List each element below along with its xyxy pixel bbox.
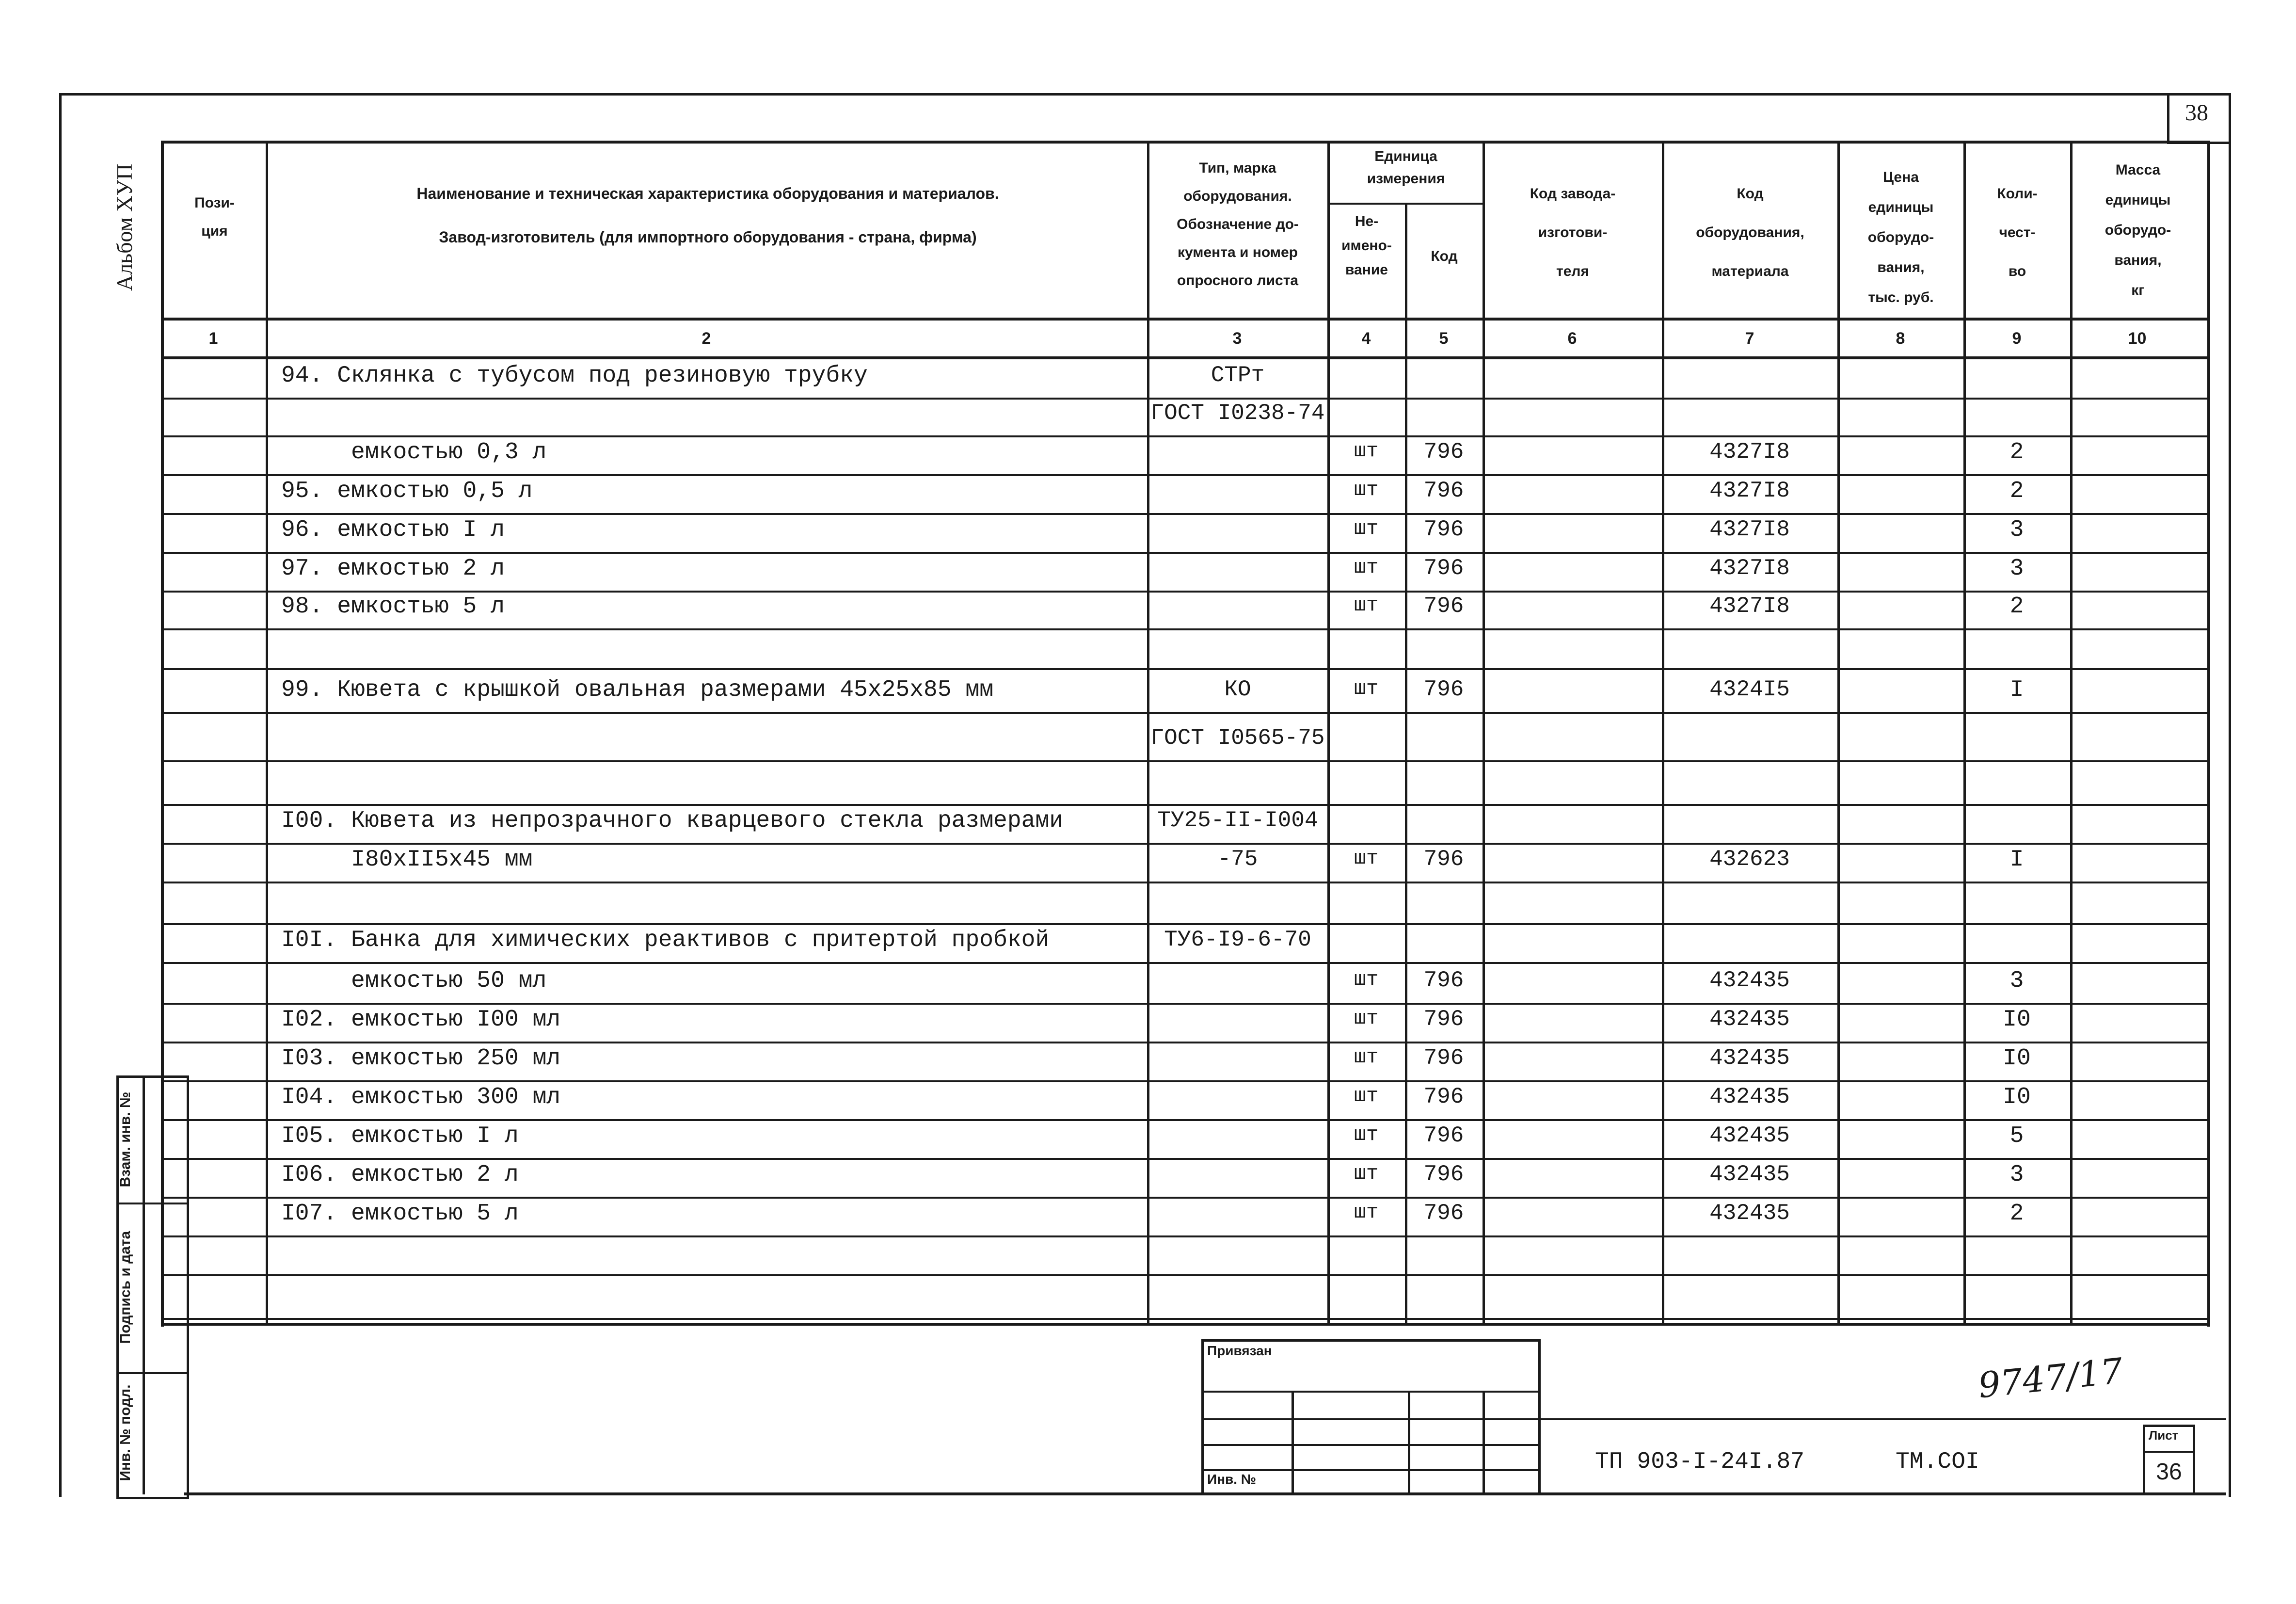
item-equipment-code: 432435: [1709, 1045, 1790, 1071]
item-name: I05. емкостью I л: [281, 1123, 519, 1149]
table-row: [161, 1197, 2207, 1199]
colnum-4: 4: [1361, 329, 1371, 348]
header-quantity: Коли- чест- во: [1997, 186, 2038, 279]
table-row: [161, 668, 2207, 670]
col-line-4: [1405, 203, 1407, 1324]
item-name: I03. емкостью 250 мл: [281, 1045, 561, 1072]
table-row: [161, 760, 2207, 762]
item-type: ГОСТ I0565-75: [1150, 725, 1325, 751]
table-row: [161, 1080, 2207, 1082]
item-name: I80xII5x45 мм: [281, 847, 533, 873]
header-position: Пози- ция: [194, 195, 235, 239]
item-quantity: I0: [2003, 1045, 2031, 1072]
privyazan-line-1: [1201, 1391, 1538, 1393]
table-row: [161, 1318, 2207, 1320]
header-factory-code: Код заводa- изготови- теля: [1530, 186, 1616, 279]
item-type: ГОСТ I0238-74: [1150, 401, 1325, 426]
header-name: Наименование и техническая характеристика оборудования и материалов.: [416, 185, 999, 202]
table-row: [161, 628, 2207, 630]
item-unit: шт: [1354, 593, 1379, 617]
item-unit-code: 796: [1423, 677, 1464, 702]
item-quantity: 2: [2009, 1201, 2024, 1227]
header-mass: Масса единицы оборудо- вания, кг: [2105, 162, 2171, 298]
colnum-1: 1: [208, 329, 218, 348]
header-unit-code: Код: [1431, 248, 1458, 264]
table-row: [161, 398, 2207, 400]
item-unit-code: 796: [1423, 439, 1464, 465]
album-label: Альбом ХУП: [112, 163, 137, 291]
table-row: [161, 474, 2207, 476]
item-unit: шт: [1354, 1123, 1379, 1146]
item-unit: шт: [1354, 1201, 1379, 1224]
colnum-2: 2: [702, 329, 711, 348]
privyazan-line-3: [1201, 1444, 1538, 1446]
item-quantity: I0: [2003, 1084, 2031, 1110]
item-name: 95. емкостью 0,5 л: [281, 478, 533, 504]
item-unit-code: 796: [1423, 517, 1464, 542]
header-manufacturer: Завод-изготовитель (для импортного оборудования - страна, фирма): [439, 228, 977, 246]
item-name: I06. емкостью 2 л: [281, 1162, 519, 1188]
item-name: емкостью 50 мл: [281, 968, 547, 994]
item-unit-code: 796: [1423, 478, 1464, 503]
item-quantity: 2: [2009, 478, 2024, 504]
designation-top-line: [1536, 1418, 2226, 1420]
item-name: I07. емкостью 5 л: [281, 1201, 519, 1227]
privyazan-col-1: [1292, 1391, 1294, 1492]
item-quantity: 3: [2009, 968, 2024, 994]
item-unit-code: 796: [1423, 1201, 1464, 1226]
item-equipment-code: 4327I8: [1709, 439, 1790, 465]
item-quantity: I0: [2003, 1007, 2031, 1033]
privyazan-line-4: [1201, 1469, 1538, 1471]
item-equipment-code: 4327I8: [1709, 517, 1790, 542]
col-line-9: [2070, 141, 2073, 1324]
item-name: I0I. Банка для химических реактивов с притертой пробкой: [281, 927, 1050, 953]
side-podpis: Подпись и дата: [117, 1231, 133, 1344]
item-unit-code: 796: [1423, 1084, 1464, 1109]
side-inv-podl: Инв. № подл.: [117, 1384, 133, 1481]
sheet-box-divider: [2143, 1451, 2193, 1453]
page-corner-number: 38: [2185, 100, 2208, 126]
item-equipment-code: 4327I8: [1709, 478, 1790, 503]
item-unit-code: 796: [1423, 1045, 1464, 1071]
inv-no-label: Инв. №: [1207, 1472, 1257, 1487]
header-unit: Единица измерения: [1367, 148, 1445, 187]
item-equipment-code: 432435: [1709, 1162, 1790, 1187]
table-row: [161, 1042, 2207, 1043]
item-unit-code: 796: [1423, 593, 1464, 619]
item-unit: шт: [1354, 1162, 1379, 1185]
item-unit-code: 796: [1423, 1162, 1464, 1187]
privyazan-line-2: [1201, 1418, 1538, 1420]
table-row: [161, 1158, 2207, 1160]
header-equipment-code: Код оборудования, материала: [1696, 186, 1804, 279]
item-equipment-code: 432435: [1709, 1201, 1790, 1226]
item-quantity: 3: [2009, 556, 2024, 582]
item-unit-code: 796: [1423, 847, 1464, 872]
handwritten-number: 9747/17: [1976, 1350, 2125, 1406]
item-name: 98. емкостью 5 л: [281, 593, 505, 620]
item-type: -75: [1217, 847, 1258, 872]
item-quantity: 3: [2009, 1162, 2024, 1188]
item-type: СТРт: [1211, 363, 1265, 388]
document-mark: ТМ.СОI: [1896, 1449, 1979, 1475]
colnum-5: 5: [1439, 329, 1449, 348]
item-quantity: I: [2009, 677, 2024, 703]
side-stamp-sep-2: [116, 1372, 187, 1374]
item-quantity: 2: [2009, 439, 2024, 465]
colnum-7: 7: [1745, 329, 1754, 348]
privyazan-col-3: [1483, 1391, 1485, 1492]
table-row: [161, 1003, 2207, 1005]
table-row: [161, 1119, 2207, 1121]
table-row: [161, 882, 2207, 883]
side-stamp-sep-1: [116, 1203, 187, 1204]
item-name: I00. Кювета из непрозрачного кварцевого стекла размерами: [281, 808, 1064, 834]
item-type: ТУ6-I9-6-70: [1164, 927, 1311, 952]
item-name: емкостью 0,3 л: [281, 439, 547, 465]
designation: ТП 903-I-24I.87: [1595, 1449, 1805, 1475]
col-line-3: [1327, 141, 1330, 1324]
side-stamp-divider: [143, 1075, 145, 1494]
item-unit: шт: [1354, 478, 1379, 501]
item-type: КО: [1224, 677, 1251, 702]
table-row: [161, 962, 2207, 964]
side-vzam: Взам. инв. №: [117, 1091, 133, 1187]
item-name: I02. емкостью I00 мл: [281, 1007, 561, 1033]
colnum-10: 10: [2128, 329, 2147, 348]
item-equipment-code: 4327I8: [1709, 593, 1790, 619]
item-unit-code: 796: [1423, 1007, 1464, 1032]
col-line-5: [1483, 141, 1485, 1324]
colnum-6: 6: [1567, 329, 1577, 348]
item-name: 97. емкостью 2 л: [281, 556, 505, 582]
sheet-number: 36: [2156, 1459, 2182, 1485]
colnum-divider: [161, 356, 2207, 359]
item-unit: шт: [1354, 1045, 1379, 1069]
privyazan-col-2: [1408, 1391, 1410, 1492]
header-price: Цена единицы оборудо- вания, тыс. руб.: [1867, 169, 1934, 305]
item-unit: шт: [1354, 1084, 1379, 1107]
header-type: Тип, марка оборудования. Обозначение до- кумента и номер опросного листа: [1177, 160, 1299, 289]
privyazan-label: Привязан: [1207, 1343, 1272, 1358]
table-row: [161, 513, 2207, 515]
header-unit-name: Не- имено- вание: [1341, 213, 1392, 278]
table-row: [161, 435, 2207, 437]
table-row: [161, 843, 2207, 845]
item-unit: шт: [1354, 968, 1379, 991]
item-equipment-code: 432435: [1709, 1084, 1790, 1109]
table-row: [161, 804, 2207, 806]
colnum-3: 3: [1232, 329, 1242, 348]
item-equipment-code: 4324I5: [1709, 677, 1790, 702]
item-unit: шт: [1354, 847, 1379, 870]
item-unit-code: 796: [1423, 968, 1464, 993]
table-row: [161, 923, 2207, 925]
item-unit: шт: [1354, 1007, 1379, 1030]
table-row: [161, 712, 2207, 714]
item-equipment-code: 4327I8: [1709, 556, 1790, 581]
item-quantity: I: [2009, 847, 2024, 873]
item-name: 96. емкостью I л: [281, 517, 505, 543]
item-type: ТУ25-II-I004: [1157, 808, 1318, 833]
item-name: 99. Кювета с крышкой овальная размерами 45x25x85 мм: [281, 677, 994, 703]
table-bottom-line: [161, 1323, 2207, 1326]
table-row: [161, 591, 2207, 593]
colnum-9: 9: [2012, 329, 2022, 348]
item-unit: шт: [1354, 517, 1379, 540]
item-quantity: 5: [2009, 1123, 2024, 1149]
item-quantity: 2: [2009, 593, 2024, 620]
sheet-label: Лист: [2149, 1428, 2179, 1443]
item-unit: шт: [1354, 556, 1379, 579]
col-line-7: [1837, 141, 1840, 1324]
colnum-8: 8: [1896, 329, 1905, 348]
item-unit: шт: [1354, 677, 1379, 700]
item-quantity: 3: [2009, 517, 2024, 543]
table-row: [161, 552, 2207, 554]
header-divider: [161, 318, 2207, 321]
item-equipment-code: 432623: [1709, 847, 1790, 872]
item-equipment-code: 432435: [1709, 968, 1790, 993]
item-equipment-code: 432435: [1709, 1123, 1790, 1148]
col-line-1: [266, 141, 268, 1324]
item-unit-code: 796: [1423, 556, 1464, 581]
item-name: I04. емкостью 300 мл: [281, 1084, 561, 1110]
table-row: [161, 1274, 2207, 1276]
table-row: [161, 1235, 2207, 1237]
item-unit: шт: [1354, 439, 1379, 463]
item-equipment-code: 432435: [1709, 1007, 1790, 1032]
item-name: 94. Склянка с тубусом под резиновую трубку: [281, 363, 868, 389]
item-unit-code: 796: [1423, 1123, 1464, 1148]
